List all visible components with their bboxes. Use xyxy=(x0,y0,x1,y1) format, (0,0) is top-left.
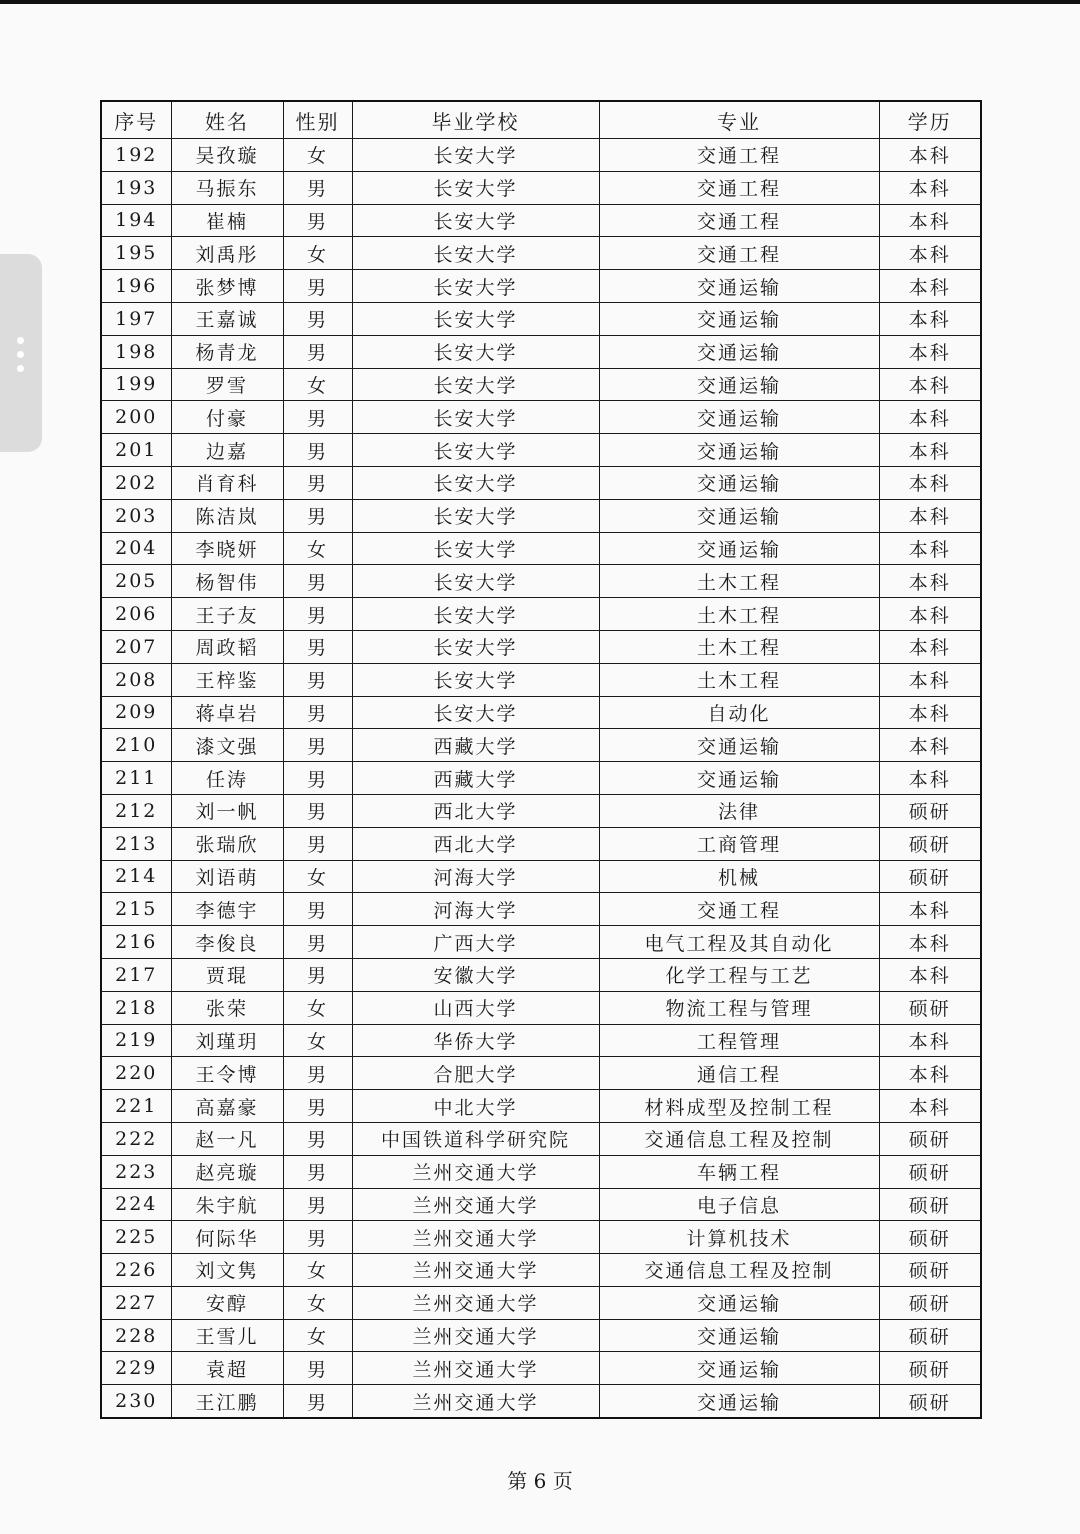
header-index: 序号 xyxy=(101,101,171,139)
cell-major: 交通运输 xyxy=(599,270,879,303)
table-row xyxy=(101,237,981,270)
cell-degree: 本科 xyxy=(879,368,981,401)
table-row xyxy=(101,696,981,729)
cell-degree: 硕研 xyxy=(879,827,981,860)
cell-name: 刘一帆 xyxy=(171,794,283,827)
cell-gender: 女 xyxy=(283,991,352,1024)
cell-index: 211 xyxy=(101,762,171,795)
cell-major: 自动化 xyxy=(599,696,879,729)
table-row xyxy=(101,204,981,237)
header-gender: 性别 xyxy=(283,101,352,139)
cell-major: 交通运输 xyxy=(599,499,879,532)
cell-degree: 本科 xyxy=(879,335,981,368)
cell-name: 付豪 xyxy=(171,401,283,434)
side-menu-handle[interactable] xyxy=(0,254,42,452)
cell-index: 221 xyxy=(101,1090,171,1123)
cell-gender: 女 xyxy=(283,1319,352,1352)
cell-degree: 本科 xyxy=(879,958,981,991)
cell-school: 长安大学 xyxy=(352,237,599,270)
cell-gender: 男 xyxy=(283,1122,352,1155)
cell-school: 长安大学 xyxy=(352,630,599,663)
cell-gender: 男 xyxy=(283,794,352,827)
cell-major: 交通工程 xyxy=(599,171,879,204)
cell-school: 山西大学 xyxy=(352,991,599,1024)
cell-index: 222 xyxy=(101,1122,171,1155)
cell-index: 220 xyxy=(101,1057,171,1090)
cell-index: 215 xyxy=(101,893,171,926)
cell-school: 兰州交通大学 xyxy=(352,1188,599,1221)
cell-name: 刘文隽 xyxy=(171,1254,283,1287)
cell-degree: 本科 xyxy=(879,893,981,926)
cell-name: 李德宇 xyxy=(171,893,283,926)
cell-index: 195 xyxy=(101,237,171,270)
cell-school: 兰州交通大学 xyxy=(352,1221,599,1254)
table-header-row xyxy=(101,101,981,139)
cell-degree: 本科 xyxy=(879,696,981,729)
cell-gender: 男 xyxy=(283,729,352,762)
cell-gender: 男 xyxy=(283,827,352,860)
table-row xyxy=(101,630,981,663)
table-row xyxy=(101,958,981,991)
cell-name: 杨青龙 xyxy=(171,335,283,368)
cell-major: 土木工程 xyxy=(599,663,879,696)
cell-name: 马振东 xyxy=(171,171,283,204)
cell-major: 交通工程 xyxy=(599,204,879,237)
cell-degree: 本科 xyxy=(879,434,981,467)
cell-school: 河海大学 xyxy=(352,860,599,893)
cell-gender: 男 xyxy=(283,630,352,663)
cell-index: 212 xyxy=(101,794,171,827)
cell-degree: 本科 xyxy=(879,729,981,762)
cell-index: 196 xyxy=(101,270,171,303)
cell-major: 交通运输 xyxy=(599,1385,879,1418)
cell-major: 交通运输 xyxy=(599,1319,879,1352)
cell-major: 交通运输 xyxy=(599,434,879,467)
table-row xyxy=(101,827,981,860)
cell-gender: 男 xyxy=(283,926,352,959)
cell-major: 物流工程与管理 xyxy=(599,991,879,1024)
cell-index: 217 xyxy=(101,958,171,991)
cell-name: 崔楠 xyxy=(171,204,283,237)
cell-school: 长安大学 xyxy=(352,171,599,204)
more-dots-icon xyxy=(17,365,24,372)
cell-name: 吴孜璇 xyxy=(171,139,283,172)
cell-school: 长安大学 xyxy=(352,302,599,335)
cell-major: 工程管理 xyxy=(599,1024,879,1057)
cell-index: 193 xyxy=(101,171,171,204)
cell-major: 电气工程及其自动化 xyxy=(599,926,879,959)
table-row xyxy=(101,663,981,696)
header-degree: 学历 xyxy=(879,101,981,139)
cell-degree: 硕研 xyxy=(879,1385,981,1418)
table-row xyxy=(101,139,981,172)
cell-name: 漆文强 xyxy=(171,729,283,762)
cell-major: 交通信息工程及控制 xyxy=(599,1122,879,1155)
cell-degree: 本科 xyxy=(879,1057,981,1090)
cell-school: 华侨大学 xyxy=(352,1024,599,1057)
cell-school: 兰州交通大学 xyxy=(352,1254,599,1287)
cell-gender: 男 xyxy=(283,499,352,532)
cell-gender: 男 xyxy=(283,302,352,335)
cell-major: 通信工程 xyxy=(599,1057,879,1090)
cell-name: 李晓妍 xyxy=(171,532,283,565)
cell-index: 228 xyxy=(101,1319,171,1352)
cell-school: 长安大学 xyxy=(352,204,599,237)
cell-school: 长安大学 xyxy=(352,466,599,499)
table-row xyxy=(101,1057,981,1090)
cell-gender: 男 xyxy=(283,270,352,303)
roster-table xyxy=(100,100,982,1419)
cell-major: 化学工程与工艺 xyxy=(599,958,879,991)
cell-gender: 男 xyxy=(283,1352,352,1385)
cell-gender: 男 xyxy=(283,1188,352,1221)
cell-degree: 本科 xyxy=(879,171,981,204)
table-row xyxy=(101,335,981,368)
cell-gender: 男 xyxy=(283,1385,352,1418)
cell-index: 204 xyxy=(101,532,171,565)
more-dots-icon xyxy=(17,351,24,358)
table-row xyxy=(101,926,981,959)
cell-gender: 男 xyxy=(283,171,352,204)
cell-degree: 硕研 xyxy=(879,860,981,893)
cell-school: 长安大学 xyxy=(352,532,599,565)
table-row xyxy=(101,499,981,532)
cell-school: 长安大学 xyxy=(352,368,599,401)
cell-gender: 男 xyxy=(283,1221,352,1254)
cell-school: 长安大学 xyxy=(352,598,599,631)
cell-major: 交通运输 xyxy=(599,1352,879,1385)
cell-major: 交通工程 xyxy=(599,893,879,926)
cell-school: 河海大学 xyxy=(352,893,599,926)
cell-index: 229 xyxy=(101,1352,171,1385)
cell-name: 王令博 xyxy=(171,1057,283,1090)
header-major: 专业 xyxy=(599,101,879,139)
cell-school: 中国铁道科学研究院 xyxy=(352,1122,599,1155)
status-bar-edge xyxy=(0,0,1080,4)
cell-name: 赵亮璇 xyxy=(171,1155,283,1188)
cell-major: 交通运输 xyxy=(599,335,879,368)
cell-index: 201 xyxy=(101,434,171,467)
table-row xyxy=(101,1188,981,1221)
cell-index: 226 xyxy=(101,1254,171,1287)
cell-name: 周政韬 xyxy=(171,630,283,663)
cell-school: 长安大学 xyxy=(352,401,599,434)
cell-degree: 本科 xyxy=(879,762,981,795)
cell-degree: 硕研 xyxy=(879,1122,981,1155)
cell-name: 杨智伟 xyxy=(171,565,283,598)
cell-index: 223 xyxy=(101,1155,171,1188)
cell-school: 长安大学 xyxy=(352,696,599,729)
cell-name: 高嘉豪 xyxy=(171,1090,283,1123)
document-page xyxy=(100,100,980,1419)
cell-degree: 本科 xyxy=(879,270,981,303)
cell-gender: 女 xyxy=(283,368,352,401)
cell-name: 任涛 xyxy=(171,762,283,795)
table-row xyxy=(101,860,981,893)
cell-degree: 本科 xyxy=(879,663,981,696)
cell-name: 李俊良 xyxy=(171,926,283,959)
cell-school: 兰州交通大学 xyxy=(352,1352,599,1385)
cell-degree: 本科 xyxy=(879,598,981,631)
cell-degree: 本科 xyxy=(879,499,981,532)
table-row xyxy=(101,1254,981,1287)
cell-school: 兰州交通大学 xyxy=(352,1319,599,1352)
cell-gender: 女 xyxy=(283,1024,352,1057)
cell-major: 土木工程 xyxy=(599,598,879,631)
cell-degree: 硕研 xyxy=(879,1352,981,1385)
cell-index: 230 xyxy=(101,1385,171,1418)
cell-gender: 男 xyxy=(283,401,352,434)
cell-name: 王嘉诚 xyxy=(171,302,283,335)
cell-name: 王梓鉴 xyxy=(171,663,283,696)
cell-name: 刘禹彤 xyxy=(171,237,283,270)
cell-major: 材料成型及控制工程 xyxy=(599,1090,879,1123)
table-row xyxy=(101,1122,981,1155)
cell-index: 203 xyxy=(101,499,171,532)
cell-name: 刘语萌 xyxy=(171,860,283,893)
cell-degree: 本科 xyxy=(879,926,981,959)
cell-major: 交通运输 xyxy=(599,466,879,499)
table-row xyxy=(101,434,981,467)
cell-degree: 本科 xyxy=(879,630,981,663)
table-row xyxy=(101,1352,981,1385)
cell-gender: 男 xyxy=(283,1155,352,1188)
page-number: 第 6 页 xyxy=(507,1469,573,1493)
cell-gender: 女 xyxy=(283,237,352,270)
table-row xyxy=(101,729,981,762)
cell-degree: 本科 xyxy=(879,1024,981,1057)
cell-degree: 本科 xyxy=(879,237,981,270)
cell-name: 何际华 xyxy=(171,1221,283,1254)
table-row xyxy=(101,302,981,335)
table-row xyxy=(101,1090,981,1123)
cell-school: 广西大学 xyxy=(352,926,599,959)
cell-index: 213 xyxy=(101,827,171,860)
cell-gender: 男 xyxy=(283,335,352,368)
cell-name: 王子友 xyxy=(171,598,283,631)
cell-gender: 女 xyxy=(283,1286,352,1319)
cell-school: 安徽大学 xyxy=(352,958,599,991)
table-row xyxy=(101,991,981,1024)
cell-gender: 男 xyxy=(283,565,352,598)
cell-major: 交通工程 xyxy=(599,237,879,270)
cell-major: 交通运输 xyxy=(599,762,879,795)
cell-index: 192 xyxy=(101,139,171,172)
cell-major: 交通信息工程及控制 xyxy=(599,1254,879,1287)
cell-name: 安醇 xyxy=(171,1286,283,1319)
cell-index: 202 xyxy=(101,466,171,499)
cell-name: 袁超 xyxy=(171,1352,283,1385)
cell-school: 中北大学 xyxy=(352,1090,599,1123)
cell-major: 计算机技术 xyxy=(599,1221,879,1254)
table-row xyxy=(101,794,981,827)
cell-school: 长安大学 xyxy=(352,270,599,303)
cell-major: 机械 xyxy=(599,860,879,893)
cell-degree: 硕研 xyxy=(879,794,981,827)
cell-index: 199 xyxy=(101,368,171,401)
cell-name: 蒋卓岩 xyxy=(171,696,283,729)
cell-degree: 本科 xyxy=(879,401,981,434)
table-row xyxy=(101,1319,981,1352)
cell-degree: 本科 xyxy=(879,565,981,598)
cell-name: 王雪儿 xyxy=(171,1319,283,1352)
cell-gender: 男 xyxy=(283,434,352,467)
cell-gender: 女 xyxy=(283,860,352,893)
cell-degree: 本科 xyxy=(879,466,981,499)
table-row xyxy=(101,466,981,499)
table-row xyxy=(101,270,981,303)
table-row xyxy=(101,565,981,598)
cell-school: 长安大学 xyxy=(352,565,599,598)
cell-major: 工商管理 xyxy=(599,827,879,860)
cell-index: 197 xyxy=(101,302,171,335)
cell-major: 交通运输 xyxy=(599,368,879,401)
table-row xyxy=(101,893,981,926)
header-name: 姓名 xyxy=(171,101,283,139)
cell-index: 210 xyxy=(101,729,171,762)
cell-index: 227 xyxy=(101,1286,171,1319)
table-row xyxy=(101,368,981,401)
cell-gender: 男 xyxy=(283,762,352,795)
cell-index: 214 xyxy=(101,860,171,893)
cell-name: 张梦博 xyxy=(171,270,283,303)
cell-degree: 硕研 xyxy=(879,1286,981,1319)
cell-major: 土木工程 xyxy=(599,630,879,663)
table-row xyxy=(101,1155,981,1188)
cell-gender: 男 xyxy=(283,1090,352,1123)
cell-gender: 女 xyxy=(283,1254,352,1287)
table-row xyxy=(101,1385,981,1418)
cell-name: 张荣 xyxy=(171,991,283,1024)
table-row xyxy=(101,532,981,565)
cell-school: 西北大学 xyxy=(352,827,599,860)
cell-school: 兰州交通大学 xyxy=(352,1155,599,1188)
cell-name: 刘瑾玥 xyxy=(171,1024,283,1057)
cell-gender: 男 xyxy=(283,958,352,991)
cell-school: 长安大学 xyxy=(352,335,599,368)
cell-school: 合肥大学 xyxy=(352,1057,599,1090)
cell-gender: 男 xyxy=(283,696,352,729)
cell-degree: 本科 xyxy=(879,1090,981,1123)
cell-degree: 本科 xyxy=(879,204,981,237)
cell-gender: 男 xyxy=(283,893,352,926)
more-dots-icon xyxy=(17,337,24,344)
table-row xyxy=(101,1221,981,1254)
cell-name: 肖育科 xyxy=(171,466,283,499)
cell-gender: 男 xyxy=(283,663,352,696)
table-row xyxy=(101,171,981,204)
cell-school: 长安大学 xyxy=(352,663,599,696)
cell-name: 陈洁岚 xyxy=(171,499,283,532)
cell-degree: 硕研 xyxy=(879,1188,981,1221)
cell-school: 长安大学 xyxy=(352,139,599,172)
cell-gender: 男 xyxy=(283,204,352,237)
cell-school: 长安大学 xyxy=(352,434,599,467)
cell-degree: 本科 xyxy=(879,302,981,335)
cell-index: 205 xyxy=(101,565,171,598)
cell-index: 219 xyxy=(101,1024,171,1057)
table-row xyxy=(101,598,981,631)
cell-gender: 女 xyxy=(283,139,352,172)
cell-major: 交通运输 xyxy=(599,401,879,434)
cell-index: 206 xyxy=(101,598,171,631)
table-row xyxy=(101,762,981,795)
cell-school: 西藏大学 xyxy=(352,762,599,795)
cell-index: 218 xyxy=(101,991,171,1024)
cell-degree: 本科 xyxy=(879,532,981,565)
cell-degree: 硕研 xyxy=(879,991,981,1024)
cell-gender: 男 xyxy=(283,1057,352,1090)
cell-name: 贾琨 xyxy=(171,958,283,991)
cell-index: 198 xyxy=(101,335,171,368)
cell-index: 224 xyxy=(101,1188,171,1221)
cell-degree: 硕研 xyxy=(879,1254,981,1287)
cell-index: 200 xyxy=(101,401,171,434)
cell-index: 208 xyxy=(101,663,171,696)
cell-name: 赵一凡 xyxy=(171,1122,283,1155)
cell-name: 边嘉 xyxy=(171,434,283,467)
table-row xyxy=(101,1024,981,1057)
cell-major: 土木工程 xyxy=(599,565,879,598)
cell-major: 交通运输 xyxy=(599,302,879,335)
cell-major: 交通运输 xyxy=(599,729,879,762)
cell-name: 朱宇航 xyxy=(171,1188,283,1221)
cell-major: 电子信息 xyxy=(599,1188,879,1221)
cell-index: 194 xyxy=(101,204,171,237)
cell-school: 西北大学 xyxy=(352,794,599,827)
cell-school: 长安大学 xyxy=(352,499,599,532)
table-row xyxy=(101,1286,981,1319)
cell-major: 车辆工程 xyxy=(599,1155,879,1188)
cell-name: 张瑞欣 xyxy=(171,827,283,860)
cell-name: 王江鹏 xyxy=(171,1385,283,1418)
cell-school: 兰州交通大学 xyxy=(352,1286,599,1319)
cell-degree: 硕研 xyxy=(879,1155,981,1188)
cell-index: 209 xyxy=(101,696,171,729)
cell-degree: 本科 xyxy=(879,139,981,172)
cell-major: 交通工程 xyxy=(599,139,879,172)
cell-degree: 硕研 xyxy=(879,1319,981,1352)
cell-index: 216 xyxy=(101,926,171,959)
table-row xyxy=(101,401,981,434)
cell-degree: 硕研 xyxy=(879,1221,981,1254)
cell-index: 207 xyxy=(101,630,171,663)
cell-gender: 女 xyxy=(283,532,352,565)
cell-school: 西藏大学 xyxy=(352,729,599,762)
cell-major: 交通运输 xyxy=(599,532,879,565)
cell-school: 兰州交通大学 xyxy=(352,1385,599,1418)
header-school: 毕业学校 xyxy=(352,101,599,139)
cell-name: 罗雪 xyxy=(171,368,283,401)
cell-major: 交通运输 xyxy=(599,1286,879,1319)
cell-index: 225 xyxy=(101,1221,171,1254)
cell-gender: 男 xyxy=(283,598,352,631)
cell-gender: 男 xyxy=(283,466,352,499)
cell-major: 法律 xyxy=(599,794,879,827)
